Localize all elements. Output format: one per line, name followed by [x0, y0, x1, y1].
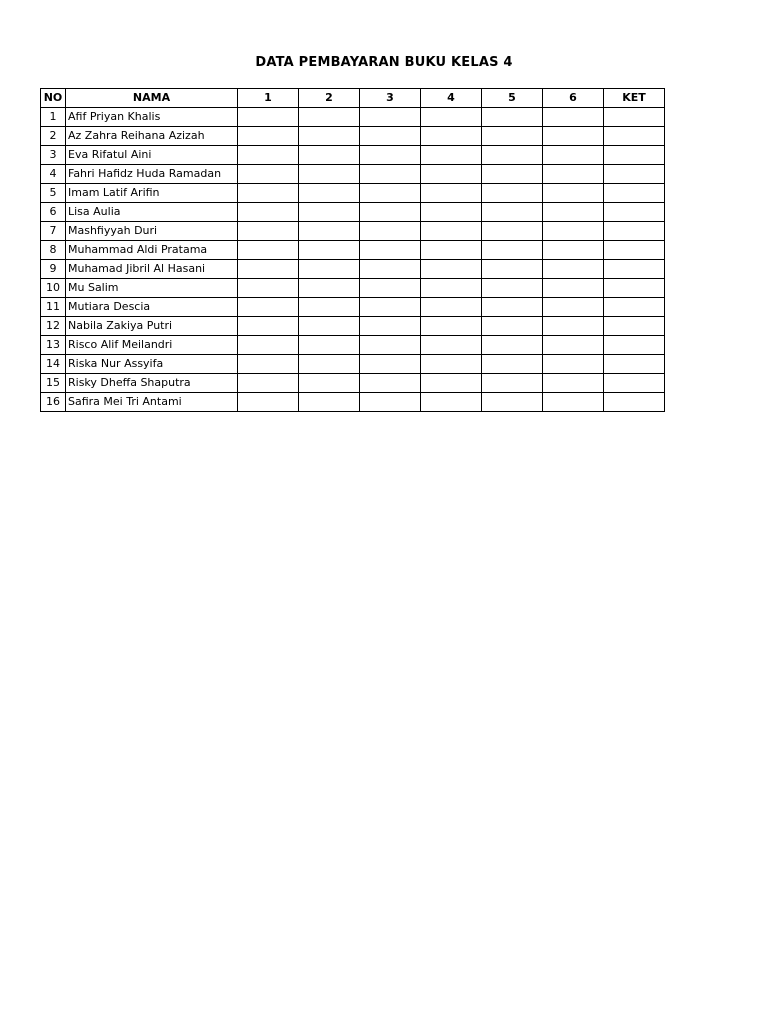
- payment-2-cell: [299, 393, 360, 412]
- payment-4-cell: [421, 374, 482, 393]
- payment-4-cell: [421, 241, 482, 260]
- student-name: Mu Salim: [66, 279, 238, 298]
- payment-2-cell: [299, 336, 360, 355]
- payment-1-cell: [238, 184, 299, 203]
- payment-1-cell: [238, 374, 299, 393]
- payment-4-cell: [421, 298, 482, 317]
- payment-1-cell: [238, 146, 299, 165]
- payment-6-cell: [543, 222, 604, 241]
- payment-3-cell: [360, 222, 421, 241]
- payment-3-cell: [360, 298, 421, 317]
- payment-4-cell: [421, 127, 482, 146]
- payment-6-cell: [543, 241, 604, 260]
- ket-cell: [604, 203, 665, 222]
- payment-3-cell: [360, 203, 421, 222]
- payment-1-cell: [238, 355, 299, 374]
- header-row: [41, 89, 665, 108]
- table-row: [41, 184, 665, 203]
- header-payment-3: 3: [360, 89, 421, 108]
- payment-6-cell: [543, 184, 604, 203]
- payment-6-cell: [543, 336, 604, 355]
- payment-3-cell: [360, 317, 421, 336]
- payment-2-cell: [299, 317, 360, 336]
- payment-3-cell: [360, 355, 421, 374]
- row-number: 7: [41, 222, 66, 241]
- payment-6-cell: [543, 260, 604, 279]
- payment-5-cell: [482, 279, 543, 298]
- student-name: Mashfiyyah Duri: [66, 222, 238, 241]
- ket-cell: [604, 355, 665, 374]
- row-number: 11: [41, 298, 66, 317]
- payment-3-cell: [360, 127, 421, 146]
- payment-4-cell: [421, 317, 482, 336]
- ket-cell: [604, 222, 665, 241]
- student-name: Riska Nur Assyifa: [66, 355, 238, 374]
- payment-1-cell: [238, 317, 299, 336]
- payment-3-cell: [360, 184, 421, 203]
- payment-1-cell: [238, 203, 299, 222]
- payment-4-cell: [421, 108, 482, 127]
- payment-2-cell: [299, 260, 360, 279]
- ket-cell: [604, 393, 665, 412]
- payment-5-cell: [482, 222, 543, 241]
- payment-3-cell: [360, 374, 421, 393]
- table-row: [41, 146, 665, 165]
- payment-5-cell: [482, 355, 543, 374]
- payment-1-cell: [238, 165, 299, 184]
- payment-1-cell: [238, 241, 299, 260]
- payment-4-cell: [421, 336, 482, 355]
- payment-5-cell: [482, 317, 543, 336]
- payment-1-cell: [238, 260, 299, 279]
- payment-1-cell: [238, 393, 299, 412]
- payment-2-cell: [299, 298, 360, 317]
- payment-4-cell: [421, 165, 482, 184]
- table-row: [41, 260, 665, 279]
- payment-5-cell: [482, 184, 543, 203]
- payment-4-cell: [421, 203, 482, 222]
- student-name: Mutiara Descia: [66, 298, 238, 317]
- row-number: 8: [41, 241, 66, 260]
- payment-3-cell: [360, 260, 421, 279]
- student-name: Risco Alif Meilandri: [66, 336, 238, 355]
- payment-4-cell: [421, 146, 482, 165]
- student-name: Safira Mei Tri Antami: [66, 393, 238, 412]
- row-number: 4: [41, 165, 66, 184]
- table-row: [41, 241, 665, 260]
- payment-2-cell: [299, 279, 360, 298]
- payment-2-cell: [299, 203, 360, 222]
- student-name: Az Zahra Reihana Azizah: [66, 127, 238, 146]
- row-number: 5: [41, 184, 66, 203]
- table-body: [41, 108, 665, 412]
- payment-2-cell: [299, 108, 360, 127]
- row-number: 15: [41, 374, 66, 393]
- payment-5-cell: [482, 108, 543, 127]
- table-row: [41, 222, 665, 241]
- student-name: Eva Rifatul Aini: [66, 146, 238, 165]
- payment-5-cell: [482, 260, 543, 279]
- payment-6-cell: [543, 279, 604, 298]
- payment-3-cell: [360, 393, 421, 412]
- payment-4-cell: [421, 260, 482, 279]
- table-row: [41, 279, 665, 298]
- ket-cell: [604, 241, 665, 260]
- payment-3-cell: [360, 241, 421, 260]
- payment-6-cell: [543, 374, 604, 393]
- student-name: Muhamad Jibril Al Hasani: [66, 260, 238, 279]
- payment-2-cell: [299, 222, 360, 241]
- table-row: [41, 127, 665, 146]
- ket-cell: [604, 374, 665, 393]
- payment-2-cell: [299, 184, 360, 203]
- table-row: [41, 393, 665, 412]
- student-name: Lisa Aulia: [66, 203, 238, 222]
- student-name: Nabila Zakiya Putri: [66, 317, 238, 336]
- ket-cell: [604, 184, 665, 203]
- payment-4-cell: [421, 393, 482, 412]
- ket-cell: [604, 146, 665, 165]
- row-number: 9: [41, 260, 66, 279]
- payment-6-cell: [543, 355, 604, 374]
- table-row: [41, 203, 665, 222]
- payment-2-cell: [299, 355, 360, 374]
- payment-6-cell: [543, 393, 604, 412]
- row-number: 2: [41, 127, 66, 146]
- payment-5-cell: [482, 127, 543, 146]
- ket-cell: [604, 279, 665, 298]
- payment-3-cell: [360, 108, 421, 127]
- header-ket: KET: [604, 89, 665, 108]
- header-nama: NAMA: [66, 89, 238, 108]
- row-number: 14: [41, 355, 66, 374]
- row-number: 3: [41, 146, 66, 165]
- payment-1-cell: [238, 336, 299, 355]
- student-name: Fahri Hafidz Huda Ramadan: [66, 165, 238, 184]
- ket-cell: [604, 336, 665, 355]
- row-number: 13: [41, 336, 66, 355]
- payment-6-cell: [543, 108, 604, 127]
- student-name: Imam Latif Arifin: [66, 184, 238, 203]
- payment-5-cell: [482, 298, 543, 317]
- payment-4-cell: [421, 279, 482, 298]
- payment-5-cell: [482, 146, 543, 165]
- payment-2-cell: [299, 127, 360, 146]
- ket-cell: [604, 165, 665, 184]
- table-row: [41, 317, 665, 336]
- payment-5-cell: [482, 203, 543, 222]
- payment-4-cell: [421, 355, 482, 374]
- row-number: 10: [41, 279, 66, 298]
- payment-5-cell: [482, 241, 543, 260]
- payment-2-cell: [299, 165, 360, 184]
- payment-6-cell: [543, 146, 604, 165]
- header-payment-6: 6: [543, 89, 604, 108]
- student-name: Risky Dheffa Shaputra: [66, 374, 238, 393]
- header-payment-1: 1: [238, 89, 299, 108]
- row-number: 16: [41, 393, 66, 412]
- ket-cell: [604, 127, 665, 146]
- payment-3-cell: [360, 279, 421, 298]
- payment-table: [40, 88, 665, 412]
- table-row: [41, 336, 665, 355]
- ket-cell: [604, 298, 665, 317]
- payment-1-cell: [238, 298, 299, 317]
- payment-5-cell: [482, 336, 543, 355]
- payment-6-cell: [543, 165, 604, 184]
- header-payment-2: 2: [299, 89, 360, 108]
- table-row: [41, 108, 665, 127]
- payment-5-cell: [482, 393, 543, 412]
- payment-1-cell: [238, 222, 299, 241]
- payment-2-cell: [299, 241, 360, 260]
- payment-6-cell: [543, 317, 604, 336]
- table-row: [41, 298, 665, 317]
- payment-1-cell: [238, 279, 299, 298]
- table-row: [41, 374, 665, 393]
- ket-cell: [604, 260, 665, 279]
- header-no: NO: [41, 89, 66, 108]
- row-number: 1: [41, 108, 66, 127]
- payment-4-cell: [421, 222, 482, 241]
- payment-3-cell: [360, 146, 421, 165]
- payment-6-cell: [543, 203, 604, 222]
- page-title: DATA PEMBAYARAN BUKU KELAS 4: [255, 55, 513, 70]
- payment-6-cell: [543, 127, 604, 146]
- payment-6-cell: [543, 298, 604, 317]
- row-number: 6: [41, 203, 66, 222]
- ket-cell: [604, 317, 665, 336]
- row-number: 12: [41, 317, 66, 336]
- payment-3-cell: [360, 165, 421, 184]
- header-payment-4: 4: [421, 89, 482, 108]
- payment-3-cell: [360, 336, 421, 355]
- payment-1-cell: [238, 127, 299, 146]
- student-name: Afif Priyan Khalis: [66, 108, 238, 127]
- student-name: Muhammad Aldi Pratama: [66, 241, 238, 260]
- payment-1-cell: [238, 108, 299, 127]
- payment-2-cell: [299, 374, 360, 393]
- table-row: [41, 355, 665, 374]
- payment-5-cell: [482, 165, 543, 184]
- payment-5-cell: [482, 374, 543, 393]
- ket-cell: [604, 108, 665, 127]
- table-row: [41, 165, 665, 184]
- payment-2-cell: [299, 146, 360, 165]
- header-payment-5: 5: [482, 89, 543, 108]
- payment-4-cell: [421, 184, 482, 203]
